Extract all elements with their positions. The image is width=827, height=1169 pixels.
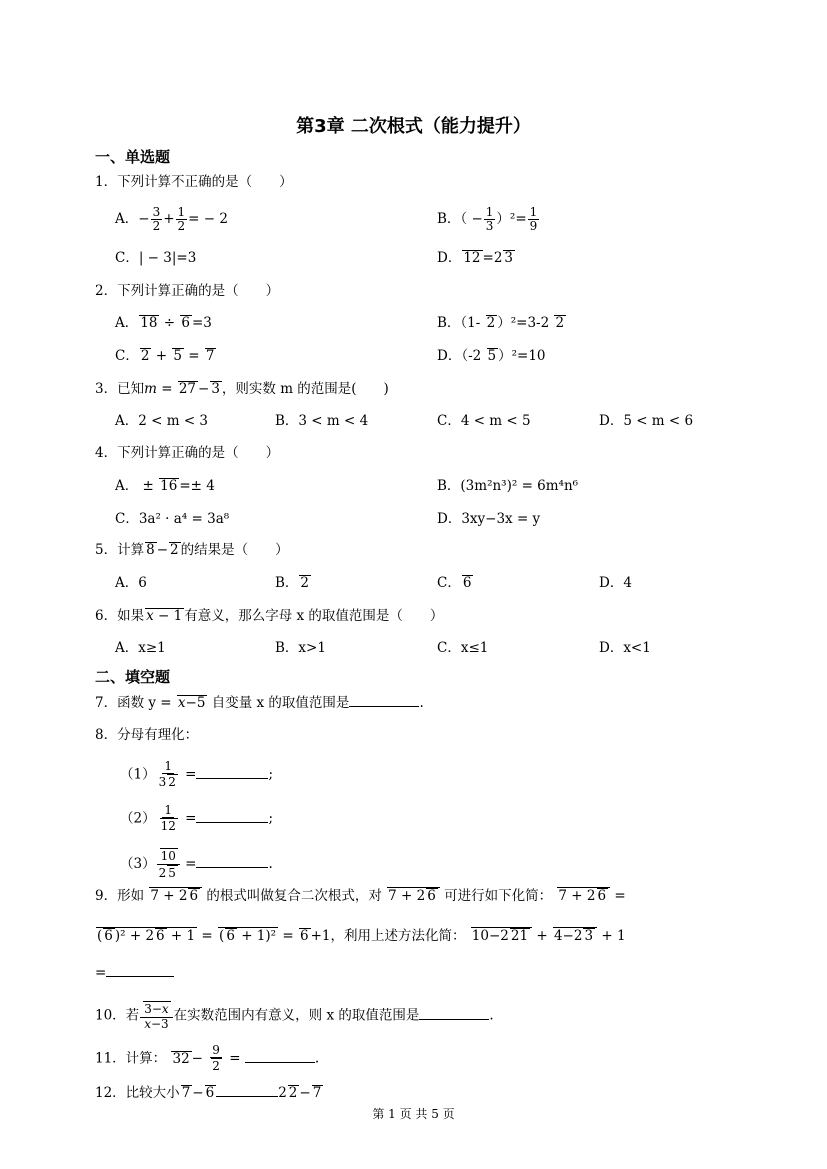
- q5-option-d: D．4: [599, 575, 632, 591]
- q3-option-d: D．5 < m < 6: [599, 413, 694, 429]
- q1-option-a: A．− $\frac{3}{2}$ + $\frac{1}{2}$ = − 2: [115, 205, 228, 233]
- page-title: 第3章 二次根式（能力提升）: [296, 116, 531, 137]
- answer-blank[interactable]: [196, 853, 268, 868]
- q4-option-b: B．(3m²n³)² = 6m⁴n⁶: [437, 478, 579, 494]
- answer-blank[interactable]: [106, 962, 174, 977]
- q2-option-a: A． 18 ÷ 6 =3: [115, 315, 212, 331]
- section-single-choice: 一、单选题: [95, 148, 171, 166]
- question-9-line-3: =: [95, 962, 174, 983]
- question-10: 10．若 $\frac{3-x}{x-3}$ 在实数范围内有意义，则 x 的取值范围是 .: [95, 1002, 494, 1031]
- q5-option-b: B． 2: [275, 575, 310, 591]
- answer-blank[interactable]: [245, 1048, 315, 1063]
- q2-option-b: B．（1- 2 ）²=3-2 2: [437, 315, 565, 331]
- q6-option-d: D．x<1: [599, 640, 651, 656]
- q1-option-b: B．（ − $\frac{1}{3}$ ）²= $\frac{1}{9}$: [437, 205, 538, 233]
- question-1: 1．下列计算不正确的是（ ）: [95, 174, 293, 190]
- answer-blank[interactable]: [216, 1082, 278, 1097]
- answer-blank[interactable]: [349, 692, 419, 707]
- question-9-line-2: ( 6 )² + 2 6 + 1 = ( 6 + 1)² = 6 +1，利用上述方法化简： 10−2 21 + 4−2 3 + 1: [97, 928, 626, 944]
- q1-option-d: D． 12 =2 3: [437, 250, 514, 266]
- question-5: 5．计算 8 − 2 的结果是（ ）: [95, 542, 289, 558]
- q4-option-c: C．3a² · a⁴ = 3a⁸: [115, 511, 230, 527]
- q2-option-c: C． 2 + 5 = 7: [115, 348, 215, 364]
- q3-option-c: C．4 < m < 5: [437, 413, 531, 429]
- section-fill-in: 二、填空题: [95, 668, 171, 686]
- question-7: 7．函数 y = x−5 自变量 x 的取值范围是 .: [95, 692, 424, 713]
- q6-option-a: A．x≥1: [115, 640, 166, 656]
- question-4: 4．下列计算正确的是（ ）: [95, 445, 280, 461]
- q8-part-2: （2） $\frac{1}{12}$ = ;: [120, 803, 274, 833]
- answer-blank[interactable]: [196, 808, 268, 823]
- q3-option-b: B．3 < m < 4: [275, 413, 369, 429]
- q6-option-c: C．x≤1: [437, 640, 489, 656]
- question-3: 3．已知m = 27 − 3 ，则实数 m 的范围是( ): [95, 381, 389, 397]
- q5-option-a: A．6: [115, 575, 147, 591]
- q1-option-c: C．| − 3|=3: [115, 250, 197, 266]
- q4-option-d: D．3xy−3x = y: [437, 511, 541, 527]
- q8-part-1: （1） $\frac{1}{3 2}$ = ;: [120, 759, 274, 789]
- question-8: 8．分母有理化：: [95, 727, 199, 743]
- question-11: 11．计算： 32 − $\frac{9}{2}$ = .: [95, 1043, 320, 1073]
- question-12: 12．比较大小 7 − 6 2 2 − 7: [95, 1082, 323, 1103]
- q5-option-c: C． 6: [437, 575, 472, 591]
- page-footer: 第 1 页 共 5 页: [372, 1107, 455, 1121]
- q6-option-b: B．x>1: [275, 640, 326, 656]
- answer-blank[interactable]: [419, 1005, 489, 1020]
- question-2: 2．下列计算正确的是（ ）: [95, 283, 280, 299]
- question-6: 6．如果 x − 1 有意义，那么字母 x 的取值范围是（ ）: [95, 608, 444, 624]
- q4-option-a: A． ± 16 =± 4: [115, 478, 215, 494]
- q2-option-d: D．（-2 5 ）²=10: [437, 348, 546, 364]
- question-9-line-1: 9．形如 7 + 2 6 的根式叫做复合二次根式，对 7 + 2 6 可进行如下化简： 7 + 2 6 =: [95, 888, 626, 904]
- q3-option-a: A．2 < m < 3: [115, 413, 209, 429]
- q8-part-3: （3） $\frac{10}{2 5}$ = .: [120, 849, 273, 880]
- answer-blank[interactable]: [196, 764, 268, 779]
